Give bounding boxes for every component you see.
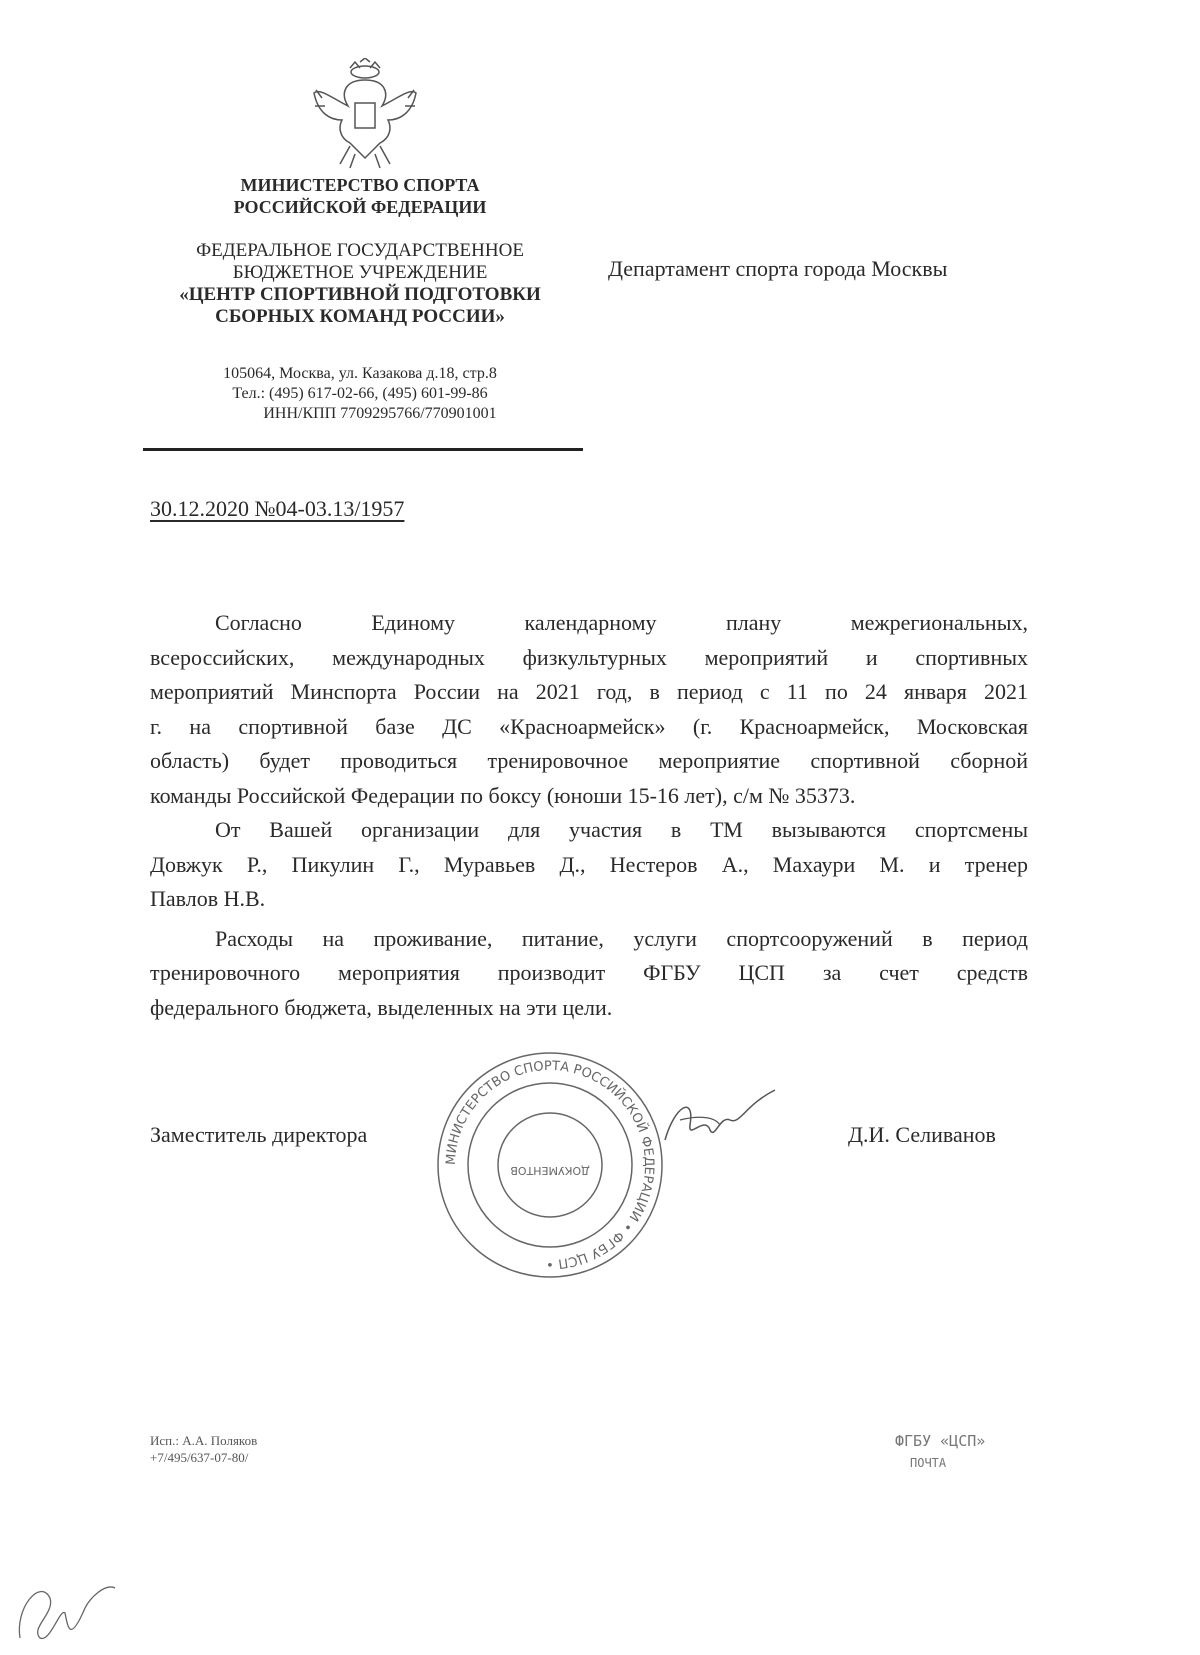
body-line: Павлов Н.В. [150,886,266,911]
body-line: Расходы на проживание, питание, услуги спортсооружений в период [215,925,1028,951]
org-line: БЮДЖЕТНОЕ УЧРЕЖДЕНИЕ [232,262,488,283]
body-line: мероприятий Минспорта России на 2021 год, в период с 11 по 24 января 2021 [150,679,1028,704]
mail-stamp-org: ФГБУ «ЦСП» [895,1432,986,1450]
ministry-line: РОССИЙСКОЙ ФЕДЕРАЦИИ [233,197,487,217]
coat-of-arms-emblem [310,58,420,173]
svg-text:МИНИСТЕРСТВО СПОРТА РОССИЙСКОЙ: МИНИСТЕРСТВО СПОРТА РОССИЙСКОЙ ФЕДЕРАЦИИ • ФГБУ ЦСП • [443,1058,657,1272]
signatory-name: Д.И. Селиванов [848,1122,996,1147]
organization-name [140,240,580,328]
body-line: команды Российской Федерации по боксу (юноши 15-16 лет), с/м № 35373. [150,782,856,808]
executor-info [150,1432,257,1466]
body-line: Довжук Р., Пикулин Г., Муравьев Д., Нестеров А., Махаури М. и тренер [150,851,1028,877]
svg-text:ДОКУМЕНТОВ: ДОКУМЕНТОВ [510,1164,590,1177]
signatory-position: Заместитель директора [150,1122,368,1147]
body-line: федерального бюджета, выделенных на эти цели. [150,994,613,1020]
body-line: тренировочного мероприятия производит ФГБУ ЦСП за счет средств [150,960,1028,985]
recipient: Департамент спорта города Москвы [608,256,948,281]
executor-phone: +7/495/637-07-80/ [150,1450,249,1465]
handwritten-initials [10,1568,120,1648]
org-line: ФЕДЕРАЛЬНОЕ ГОСУДАРСТВЕННОЕ [196,240,524,261]
organization-contacts [150,364,570,424]
mail-stamp [895,1430,985,1474]
letter-body [150,606,1028,1025]
official-seal-stamp [430,1045,670,1285]
address: 105064, Москва, ул. Казакова д.18, стр.8 [223,365,497,382]
body-line: Согласно Единому календарному плану межрегиональных, [215,610,1028,635]
executor-name: Исп.: А.А. Поляков [150,1433,258,1448]
ministry-name [160,174,560,218]
inn-kpp: ИНН/КПП 7709295766/770901001 [263,405,497,422]
mail-stamp-label: ПОЧТА [910,1456,947,1470]
body-line: г. на спортивной базе ДС «Красноармейск» (г. Красноармейск, Московская [150,713,1028,739]
phone: Тел.: (495) 617-02-66, (495) 601-99-86 [232,385,488,402]
handwritten-signature [660,1085,780,1155]
body-line: всероссийских, международных физкультурных мероприятий и спортивных [150,644,1028,670]
body-line: область) будет проводиться тренировочное мероприятие спортивной сборной [150,748,1028,773]
ministry-line: МИНИСТЕРСТВО СПОРТА [240,175,480,195]
body-line: От Вашей организации для участия в ТМ вызываются спортсмены [215,817,1028,842]
header-divider [143,448,583,451]
registration-number: 30.12.2020 №04-03.13/1957 [150,496,405,521]
org-name-line: «ЦЕНТР СПОРТИВНОЙ ПОДГОТОВКИ [179,284,541,305]
org-name-line: СБОРНЫХ КОМАНД РОССИИ» [215,306,505,327]
